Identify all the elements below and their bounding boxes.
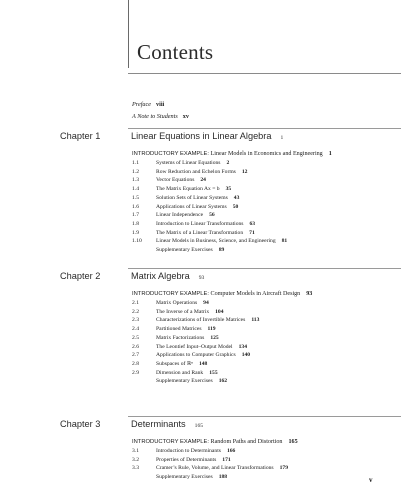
chapter-page: 1	[280, 135, 284, 141]
section-page: 166	[226, 448, 236, 454]
section-number: 1.7	[132, 212, 139, 219]
section-page: 119	[207, 326, 216, 333]
title-vertical-rule	[128, 0, 129, 68]
section-title: Row Reduction and Echelon Forms	[156, 168, 236, 175]
section-page: 50	[232, 203, 239, 210]
toc-section-entry[interactable]	[132, 212, 215, 218]
section-title: Partitioned Matrices	[156, 326, 202, 333]
section-page: 56	[209, 212, 215, 219]
intro-prefix: INTRODUCTORY EXAMPLE:	[132, 151, 209, 157]
chapter-page: 93	[198, 275, 205, 281]
section-page: 71	[249, 229, 255, 236]
section-title: Introduction to Determinants	[156, 448, 221, 454]
section-page: 35	[225, 186, 232, 193]
page-title: Contents	[137, 40, 214, 64]
section-title: Linear Independence	[156, 212, 204, 219]
section-title: Cramer’s Rule, Volume, and Linear Transformations	[156, 465, 274, 472]
intro-prefix: INTRODUCTORY EXAMPLE:	[132, 291, 209, 297]
section-title: Subspaces of ℝⁿ	[156, 360, 193, 367]
introductory-example[interactable]	[132, 291, 312, 297]
chapter-label: Chapter 2	[60, 271, 101, 281]
intro-page: 1	[328, 151, 332, 157]
section-number: 1.6	[132, 203, 139, 210]
toc-section-entry[interactable]	[132, 448, 235, 454]
section-page: 134	[238, 343, 247, 350]
supplementary-page: 188	[218, 474, 228, 481]
chapter-rule	[128, 128, 401, 129]
title-horizontal-rule	[128, 73, 401, 74]
section-number: 1.9	[132, 229, 139, 236]
chapter-rule	[128, 268, 401, 269]
chapter-title-text: Matrix Algebra	[131, 271, 190, 281]
page-number: v	[369, 476, 373, 484]
chapter-title-text: Determinants	[131, 419, 186, 429]
section-title: The Matrix of a Linear Transformation	[156, 229, 244, 236]
section-number: 1.10	[132, 238, 142, 245]
section-title: Characterizations of Invertible Matrices	[156, 317, 246, 324]
section-title: Vector Equations	[156, 177, 195, 184]
toc-section-entry[interactable]	[132, 169, 247, 175]
chapter-label: Chapter 1	[60, 131, 101, 141]
section-number: 2.9	[132, 369, 139, 376]
supplementary-page: 162	[218, 378, 228, 385]
section-number: 2.3	[132, 317, 139, 324]
section-number: 1.8	[132, 220, 139, 227]
section-number: 3.3	[132, 465, 139, 472]
supplementary-exercises[interactable]	[156, 247, 224, 253]
intro-page: 165	[288, 439, 298, 445]
section-title: Applications of Linear Systems	[156, 203, 227, 210]
toc-section-entry[interactable]	[132, 457, 231, 463]
toc-section-entry[interactable]	[132, 160, 229, 166]
section-number: 2.1	[132, 300, 139, 306]
section-title: Systems of Linear Equations	[156, 160, 221, 166]
section-number: 1.4	[132, 186, 139, 193]
section-number: 2.5	[132, 334, 139, 341]
supplementary-exercises[interactable]	[156, 378, 227, 384]
section-number: 1.2	[132, 168, 139, 175]
introductory-example[interactable]	[132, 439, 298, 445]
section-page: 81	[281, 238, 288, 245]
section-title: The Inverse of a Matrix	[156, 308, 210, 315]
chapter-label: Chapter 3	[60, 419, 101, 429]
intro-title: Linear Models in Economics and Engineering	[210, 151, 323, 157]
section-title: Applications to Computer Graphics	[156, 352, 236, 359]
chapter-page: 165	[194, 423, 204, 429]
supplementary-title: Supplementary Exercises	[156, 474, 213, 481]
toc-section-entry[interactable]	[132, 238, 287, 244]
section-number: 1.1	[132, 160, 139, 166]
supplementary-title: Supplementary Exercises	[156, 247, 213, 253]
section-number: 2.7	[132, 352, 139, 359]
section-page: 104	[215, 308, 224, 315]
section-page: 155	[209, 369, 218, 376]
toc-section-entry[interactable]	[132, 317, 259, 323]
section-title: Introduction to Linear Transformations	[156, 220, 244, 227]
front-matter-title: A Note to Students	[132, 113, 178, 120]
front-matter-note-to-students[interactable]	[132, 113, 189, 120]
section-page: 94	[203, 300, 209, 306]
section-number: 1.5	[132, 194, 139, 201]
section-page: 2	[226, 160, 230, 166]
section-page: 171	[222, 456, 231, 463]
section-page: 63	[249, 220, 256, 227]
section-number: 2.8	[132, 360, 139, 367]
toc-section-entry[interactable]	[132, 221, 255, 227]
toc-section-entry[interactable]	[132, 352, 250, 358]
toc-section-entry[interactable]	[132, 204, 238, 210]
section-page: 179	[279, 465, 289, 472]
toc-section-entry[interactable]	[132, 335, 219, 341]
toc-section-entry[interactable]	[132, 326, 216, 332]
toc-section-entry[interactable]	[132, 177, 206, 183]
section-page: 24	[200, 177, 206, 184]
supplementary-page: 89	[218, 247, 225, 253]
section-page: 148	[198, 360, 208, 367]
chapter-title[interactable]	[131, 271, 204, 281]
section-number: 2.4	[132, 326, 139, 333]
toc-section-entry[interactable]	[132, 230, 255, 236]
toc-section-entry[interactable]	[132, 370, 218, 376]
supplementary-title: Supplementary Exercises	[156, 378, 213, 385]
chapter-title[interactable]	[131, 131, 283, 141]
intro-prefix: INTRODUCTORY EXAMPLE:	[132, 439, 209, 445]
chapter-title[interactable]	[131, 419, 203, 429]
toc-section-entry[interactable]	[132, 344, 247, 350]
section-title: The Matrix Equation Ax = b	[156, 186, 220, 193]
section-page: 140	[241, 352, 251, 359]
section-title: Dimension and Rank	[156, 369, 204, 376]
section-page: 43	[233, 194, 240, 201]
section-number: 1.3	[132, 177, 139, 184]
toc-section-entry[interactable]	[132, 361, 207, 367]
introductory-example[interactable]	[132, 151, 332, 157]
section-title: Solution Sets of Linear Systems	[156, 194, 228, 201]
toc-section-entry[interactable]	[132, 195, 239, 201]
section-title: Matrix Factorizations	[156, 334, 205, 341]
section-page: 12	[241, 168, 248, 175]
toc-section-entry[interactable]	[132, 186, 231, 192]
intro-title: Computer Models in Aircraft Design	[210, 291, 301, 297]
section-title: The Leontief Input–Output Model	[156, 343, 233, 350]
supplementary-exercises[interactable]	[156, 474, 227, 480]
section-number: 3.2	[132, 456, 139, 463]
front-matter-page: xv	[182, 113, 189, 120]
front-matter-page: viii	[156, 101, 165, 108]
chapter-title-text: Linear Equations in Linear Algebra	[131, 131, 272, 141]
front-matter-title: Preface	[132, 101, 152, 108]
section-title: Matrix Operations	[156, 300, 198, 306]
intro-title: Random Paths and Distortion	[210, 439, 283, 445]
section-page: 125	[210, 334, 219, 341]
intro-page: 93	[306, 291, 313, 297]
section-number: 2.6	[132, 343, 139, 350]
section-title: Linear Models in Business, Science, and Engineering	[156, 238, 276, 245]
section-number: 2.2	[132, 308, 139, 315]
section-page: 113	[251, 317, 260, 324]
toc-section-entry[interactable]	[132, 465, 288, 471]
chapter-rule	[128, 416, 401, 417]
section-title: Properties of Determinants	[156, 456, 217, 463]
front-matter-preface[interactable]	[132, 101, 164, 108]
section-number: 3.1	[132, 448, 139, 454]
toc-section-entry[interactable]	[132, 309, 224, 315]
toc-section-entry[interactable]	[132, 300, 209, 306]
